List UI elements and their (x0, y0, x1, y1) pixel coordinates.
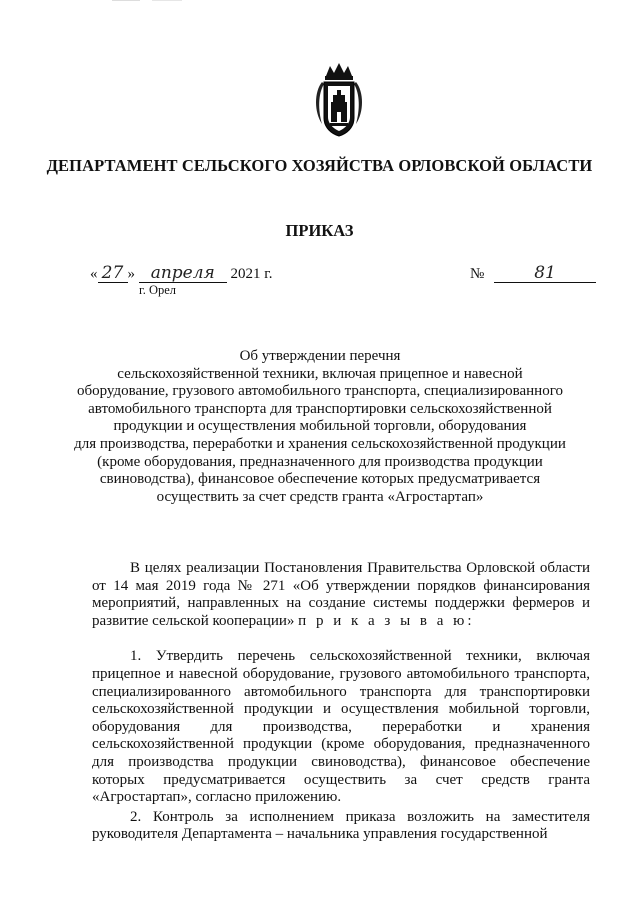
title-line: Об утверждении перечня (239, 348, 401, 364)
document-type: ПРИКАЗ (285, 221, 354, 240)
title-line: сельскохозяйственной техники, включая прицепное и навесной (117, 365, 523, 382)
order-date (90, 264, 272, 283)
title-line: для производства, переработки и хранения сельскохозяйственной продукции (74, 435, 566, 452)
quote-close: » (127, 266, 135, 282)
title-line: (кроме оборудования, предназначенного для производства продукции (97, 453, 543, 470)
item-1: 1. Утвердить перечень сельскохозяйственной техники, включая прицепное и навесной оборудование, грузового автомобильного транспорта, специализированного автомобильного транспорта для транспортировки сельскохозяйственной продукции и осуществления мобильной торговли, оборудования для производства, переработки и хранения сельскохозяйственной продукции (кроме оборудования, предназначенного для производства продукции свиноводства), финансовое обеспечение которых предусматривается осуществить за счет средств гранта «Агростартап», согласно приложению. (92, 648, 590, 806)
city: г. Орел (139, 283, 177, 297)
intro-text: В целях реализации Постановления Правительства Орловской области от 14 мая 2019 года № 271 «Об утверждении порядков финансирования мероприятий, направленных на создание системы поддержки фермеров и развитие сельской кооперации» (92, 560, 590, 629)
scan-mark (112, 0, 192, 2)
number-value: 81 (494, 264, 596, 283)
number-label: № (470, 266, 485, 282)
title-line: осуществить за счет средств гранта «Агростартап» (156, 488, 484, 505)
order-title (60, 348, 580, 506)
order-number (470, 264, 596, 283)
date-day: 27 (98, 264, 128, 283)
title-line: продукции и осуществления мобильной торговли, оборудования (113, 418, 527, 435)
item-2: 2. Контроль за исполнением приказа возложить на заместителя руководителя Департамента – начальника управления государственной (92, 808, 590, 843)
coat-of-arms-icon (312, 62, 366, 138)
date-month: апреля (139, 264, 227, 283)
quote-open: « (90, 266, 98, 282)
intro-paragraph (92, 560, 590, 630)
title-line: оборудование, грузового автомобильного транспорта, специализированного (77, 383, 563, 400)
order-word: п р и к а з ы в а ю: (298, 612, 475, 629)
department-name: ДЕПАРТАМЕНТ СЕЛЬСКОГО ХОЗЯЙСТВА ОРЛОВСКОЙ ОБЛАСТИ (46, 156, 593, 175)
order-body (92, 560, 590, 844)
title-line: свиноводства), финансовое обеспечение которых предусматривается (99, 471, 541, 488)
date-year: 2021 г. (230, 266, 273, 282)
title-line: автомобильного транспорта для транспортировки сельскохозяйственной (88, 400, 552, 417)
